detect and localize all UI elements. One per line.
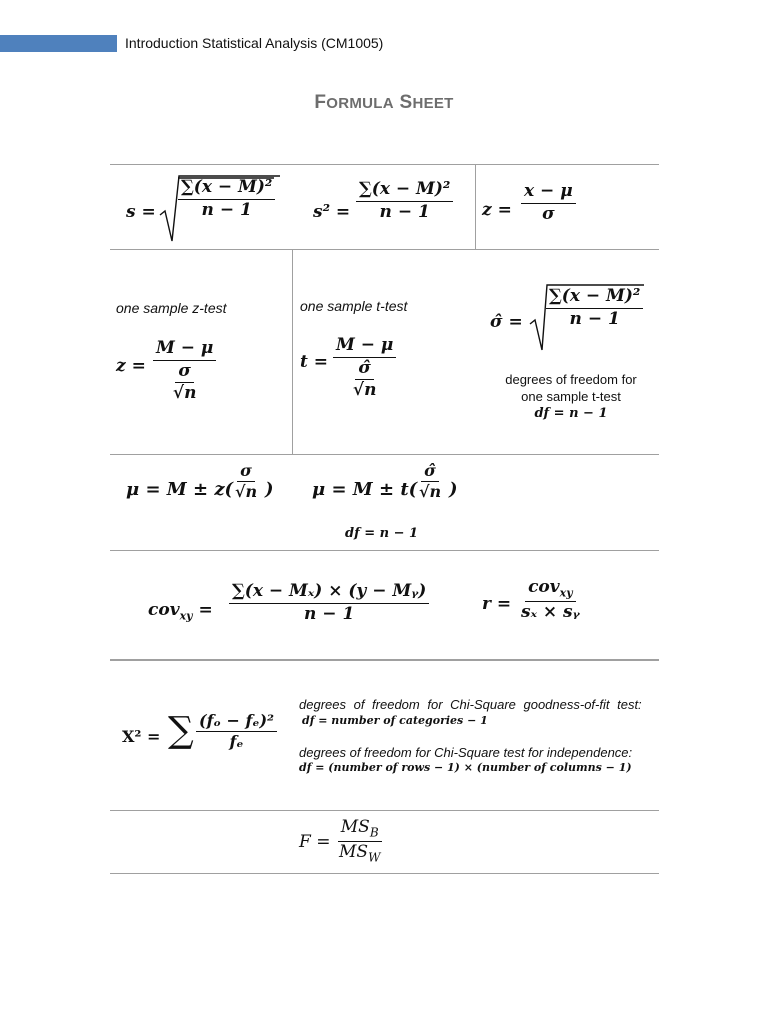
df-ttest-formula: df = n − 1 [534, 406, 608, 421]
f-denominator: MS [339, 842, 369, 863]
cov-subscript: xy [179, 609, 193, 623]
ztest-lhs: z = [116, 356, 146, 376]
df-label-line-2: one sample t-test [521, 389, 621, 404]
ci-t-fraction [416, 462, 444, 502]
ci-z-denominator: √n [235, 482, 258, 502]
variance-denominator: n − 1 [379, 201, 430, 222]
sd-radical-bar [178, 177, 278, 179]
r-numerator-subscript: xy [559, 586, 573, 600]
sd-fraction [178, 178, 275, 220]
sigma-hat-fraction [546, 287, 643, 329]
cov-fraction [229, 582, 429, 624]
ci-t-denominator: √n [419, 482, 442, 502]
ci-z-fraction [232, 462, 260, 502]
ttest-lhs: t = [300, 352, 329, 372]
zscore-fraction [521, 182, 576, 224]
f-ratio-fraction [336, 818, 383, 865]
cov-equals: = [198, 600, 213, 620]
variance-lhs: s² = [313, 202, 351, 222]
variance-fraction [356, 180, 453, 222]
ttest-inner-numerator: σ̂ [355, 359, 374, 381]
ttest-fraction [333, 336, 396, 401]
title-cap-1: F [314, 92, 327, 113]
chi-square-numerator: (fₒ − fₑ)² [196, 712, 277, 732]
r-numerator: cov [528, 577, 560, 597]
page-title [0, 92, 768, 114]
zscore-denominator: σ [542, 203, 555, 224]
course-title: Introduction Statistical Analysis (CM1005) [125, 35, 384, 51]
independence-formula: df = (number of rows − 1) × (number of columns − 1) [299, 761, 632, 774]
zscore-lhs: z = [482, 200, 512, 220]
zscore-numerator: x − μ [521, 182, 576, 204]
f-numerator: MS [340, 817, 370, 837]
f-ratio-lhs: F = [299, 832, 331, 852]
sd-numerator: ∑(x − M)² [178, 178, 275, 200]
gof-formula: df = number of categories − 1 [302, 714, 488, 727]
table-rule-4 [110, 550, 659, 551]
ztest-inner-numerator: σ [175, 362, 194, 384]
ttest-label: one sample t-test [300, 298, 408, 314]
cov-lhs [148, 600, 213, 622]
ci-z-numerator: σ [237, 462, 255, 482]
cov-denominator: n − 1 [304, 603, 355, 624]
chi-square-denominator: fₑ [229, 732, 244, 752]
ttest-inner-denominator: √n [352, 380, 377, 401]
table-rule-7 [110, 873, 659, 874]
f-denominator-subscript: W [368, 850, 381, 865]
ztest-fraction [153, 339, 216, 404]
ztest-inner-denominator: √n [172, 383, 197, 404]
r-lhs: r = [482, 594, 512, 614]
sigma-hat-denominator: n − 1 [569, 308, 620, 329]
chi-square-sum: ∑ [168, 710, 194, 751]
table-rule-3 [110, 454, 659, 455]
table-rule-1 [110, 164, 659, 165]
table-rule-2 [110, 249, 659, 250]
sd-denominator: n − 1 [201, 199, 252, 220]
sd-lhs: s = [126, 202, 156, 222]
table-rule-6 [110, 810, 659, 811]
ztest-label: one sample z-test [116, 300, 227, 316]
df-label-line-1: degrees of freedom for [505, 372, 637, 387]
title-rest-1: ORMULA [326, 95, 394, 112]
sd-radical [160, 175, 180, 243]
sigma-hat-lhs: σ̂ = [490, 312, 523, 332]
header-accent-bar [0, 35, 117, 52]
title-cap-2: S [399, 92, 413, 113]
independence-label: degrees of freedom for Chi-Square test for independence: [299, 745, 633, 760]
title-rest-2: HEET [412, 95, 454, 112]
ci-z-close: ) [265, 479, 274, 500]
ci-df-formula: df = n − 1 [345, 526, 419, 541]
sigma-hat-numerator: ∑(x − M)² [546, 287, 643, 309]
ci-t-close: ) [449, 479, 458, 500]
table-rule-5 [110, 659, 659, 661]
r-denominator: sₓ × sᵧ [521, 602, 580, 623]
ci-t-numerator: σ̂ [421, 462, 439, 482]
ci-t-lhs: μ = M ± t( [312, 479, 418, 500]
cov-symbol: cov [148, 600, 180, 620]
f-numerator-subscript: B [369, 825, 379, 840]
cov-numerator: ∑(x − Mₓ) × (y − Mᵧ) [229, 582, 429, 604]
variance-numerator: ∑(x − M)² [356, 180, 453, 202]
cell-divider-2 [292, 249, 293, 454]
r-fraction [518, 578, 583, 623]
ztest-numerator: M − μ [153, 339, 216, 361]
gof-label: degrees of freedom for Chi-Square goodness-of-fit test: [299, 697, 642, 712]
chi-square-fraction [196, 712, 277, 752]
ci-z-lhs: μ = M ± z( [126, 479, 234, 500]
cell-divider-1 [475, 164, 476, 249]
ttest-numerator: M − μ [333, 336, 396, 358]
chi-square-lhs: X² = [122, 727, 161, 746]
